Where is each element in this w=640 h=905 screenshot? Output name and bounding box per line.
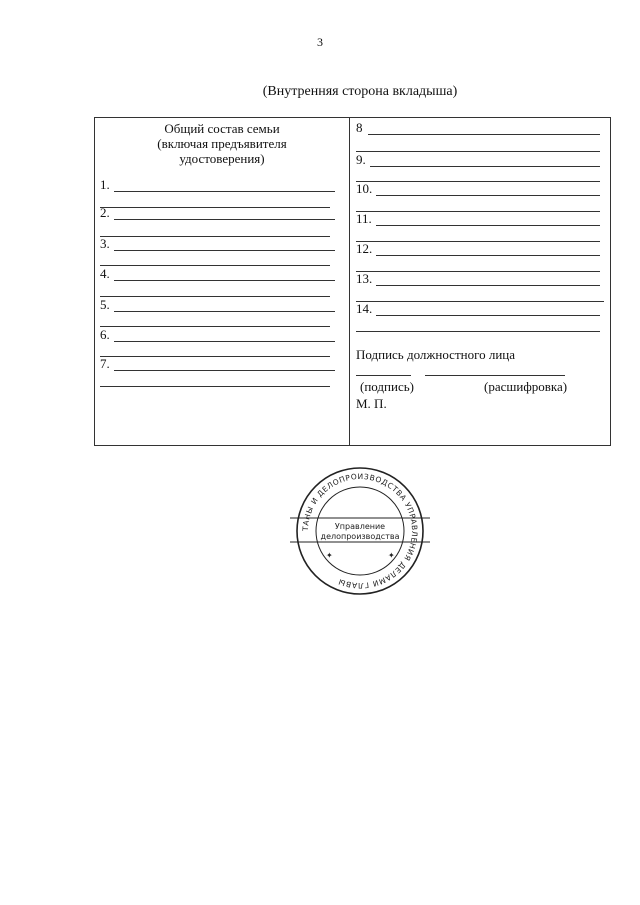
- entry-line[interactable]: [114, 311, 335, 312]
- entry-line[interactable]: [114, 219, 335, 220]
- entry-number: 12.: [356, 241, 373, 256]
- entry-number: 8: [356, 120, 363, 135]
- official-signature-title: Подпись должностного лица: [356, 347, 516, 362]
- left-entry-5: [100, 298, 335, 314]
- left-entry-2: [100, 206, 335, 222]
- entry-line[interactable]: [370, 166, 600, 167]
- left-entry-6: [100, 328, 335, 344]
- stamp-center-line-2: делопроизводства: [320, 532, 400, 541]
- entry-number: 10.: [356, 181, 373, 196]
- continuation-line[interactable]: [100, 386, 330, 387]
- entry-line[interactable]: [376, 195, 600, 196]
- entry-number: 11.: [356, 211, 372, 226]
- right-entry-11: [356, 212, 600, 228]
- title-line-2: (включая предъявителя: [157, 136, 287, 151]
- entry-line[interactable]: [114, 280, 335, 281]
- entry-number: 9.: [356, 152, 366, 167]
- document-heading: (Внутренняя сторона вкладыша): [262, 84, 458, 99]
- entry-line[interactable]: [376, 285, 600, 286]
- entry-line[interactable]: [114, 370, 335, 371]
- entry-number: 1.: [100, 177, 110, 192]
- entry-line[interactable]: [376, 225, 600, 226]
- stamp-ring-text: ТАНЫ И ДЕЛОПРОИЗВОДСТВА УПРАВЛЕНИЯ ДЕЛАМИ ГЛАВЫ: [300, 471, 420, 591]
- decode-label: (расшифровка): [484, 379, 568, 394]
- entry-line[interactable]: [376, 255, 600, 256]
- form-box: [94, 117, 611, 446]
- entry-number: 3.: [100, 236, 110, 251]
- entry-number: 14.: [356, 301, 373, 316]
- entry-number: 7.: [100, 356, 110, 371]
- entry-number: 2.: [100, 205, 110, 220]
- entry-line[interactable]: [368, 134, 600, 135]
- stamp-star-icon: ✦: [326, 551, 333, 560]
- signature-line[interactable]: [356, 375, 411, 376]
- entry-number: 13.: [356, 271, 373, 286]
- left-entry-4: [100, 267, 335, 283]
- continuation-line[interactable]: [100, 296, 330, 297]
- entry-line[interactable]: [114, 250, 335, 251]
- signature-label: (подпись): [360, 379, 414, 394]
- entry-number: 6.: [100, 327, 110, 342]
- column-divider: [349, 118, 350, 445]
- page-number: 3: [317, 35, 323, 49]
- left-entry-1: [100, 178, 335, 194]
- stamp-star-icon: ✦: [388, 551, 395, 560]
- stamp-center-line-1: Управление: [334, 522, 386, 531]
- right-entry-8: [356, 121, 600, 137]
- right-entry-10: [356, 182, 600, 198]
- continuation-line[interactable]: [100, 326, 330, 327]
- entry-line[interactable]: [114, 191, 335, 192]
- family-composition-title: [95, 121, 349, 166]
- entry-line[interactable]: [376, 315, 600, 316]
- right-entry-9: [356, 153, 600, 169]
- entry-number: 4.: [100, 266, 110, 281]
- left-entry-3: [100, 237, 335, 253]
- official-stamp: [290, 466, 430, 596]
- right-entry-14: [356, 302, 600, 318]
- left-entry-7: [100, 357, 335, 373]
- entry-number: 5.: [100, 297, 110, 312]
- entry-line[interactable]: [114, 341, 335, 342]
- title-line-1: Общий состав семьи: [164, 121, 280, 136]
- right-entry-13: [356, 272, 600, 288]
- continuation-line[interactable]: [356, 331, 600, 332]
- continuation-line[interactable]: [356, 151, 600, 152]
- seal-label: М. П.: [356, 396, 387, 411]
- title-line-3: удостоверения): [179, 151, 265, 166]
- right-entry-12: [356, 242, 600, 258]
- continuation-line[interactable]: [100, 265, 330, 266]
- decode-line[interactable]: [425, 375, 565, 376]
